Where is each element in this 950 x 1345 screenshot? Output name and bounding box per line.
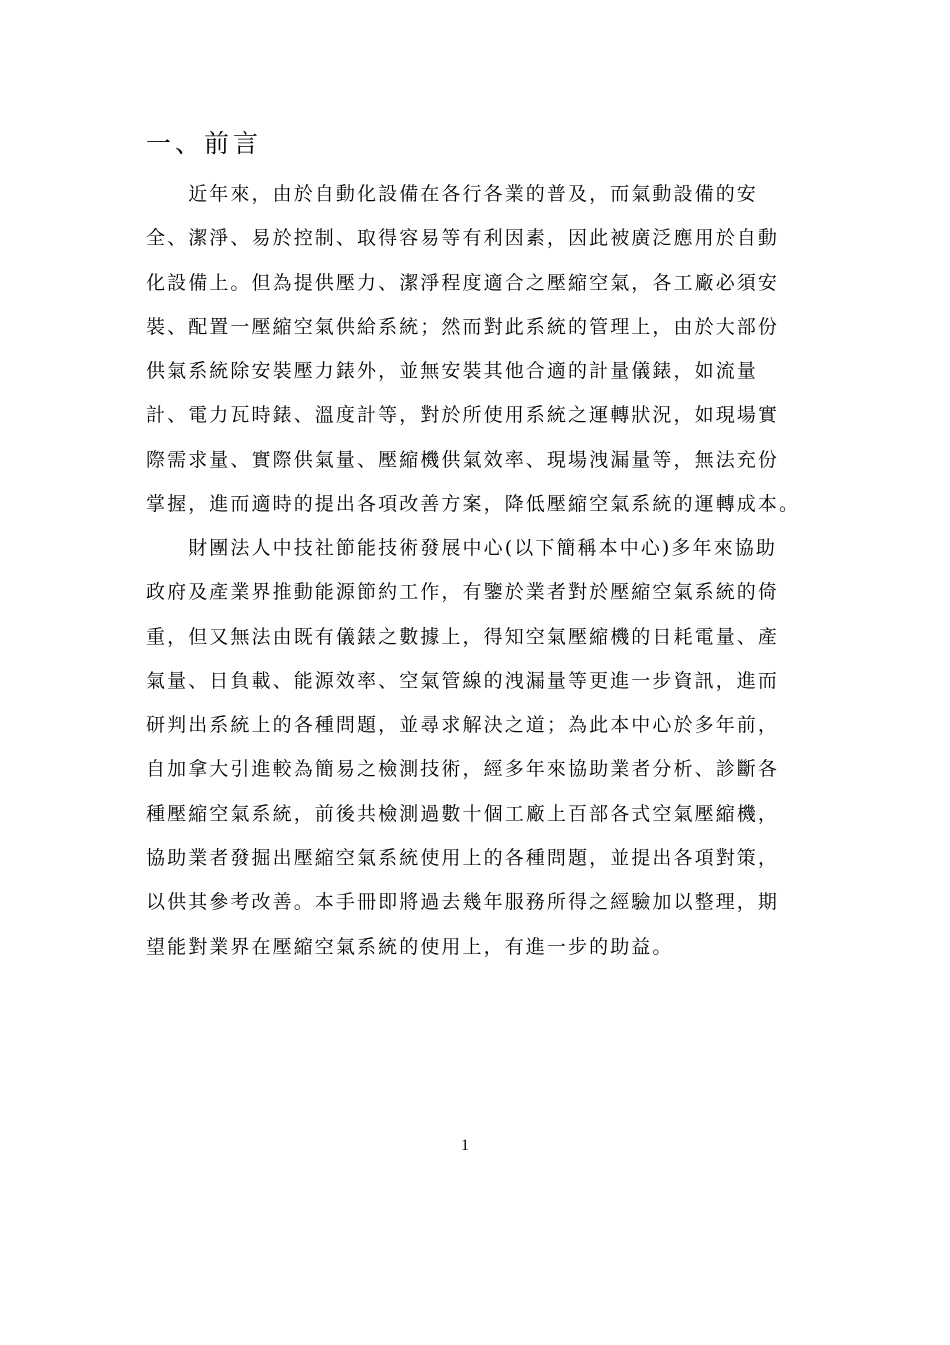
paragraph-1 — [146, 178, 806, 532]
paragraph-1-line: 際需求量、實際供氣量、壓縮機供氣效率、現場洩漏量等，無法充份 — [146, 448, 780, 471]
paragraph-2-line: 重，但又無法由既有儀錶之數據上，得知空氣壓縮機的日耗電量、產 — [146, 625, 780, 648]
paragraph-1-line: 全、潔淨、易於控制、取得容易等有利因素，因此被廣泛應用於自動 — [146, 227, 780, 250]
paragraph-2-line: 協助業者發掘出壓縮空氣系統使用上的各種問題，並提出各項對策， — [146, 847, 780, 870]
paragraph-1-line: 化設備上。但為提供壓力、潔淨程度適合之壓縮空氣，各工廠必須安 — [146, 271, 780, 294]
paragraph-2 — [146, 532, 806, 975]
paragraph-2-line: 自加拿大引進較為簡易之檢測技術，經多年來協助業者分析、診斷各 — [146, 758, 780, 781]
paragraph-2-line: 政府及產業界推動能源節約工作，有鑒於業者對於壓縮空氣系統的倚 — [146, 581, 780, 604]
paragraph-2-line: 財團法人中技社節能技術發展中心(以下簡稱本中心)多年來協助 — [146, 537, 777, 559]
paragraph-2-line: 以供其參考改善。本手冊即將過去幾年服務所得之經驗加以整理，期 — [146, 891, 780, 914]
paragraph-1-line: 近年來，由於自動化設備在各行各業的普及，而氣動設備的安 — [146, 183, 758, 205]
section-heading: 一、前言 — [146, 129, 263, 158]
paragraph-2-line: 研判出系統上的各種問題，並尋求解決之道；為此本中心於多年前， — [146, 714, 780, 737]
page-number: 1 — [461, 1137, 469, 1154]
paragraph-1-line: 計、電力瓦時錶、溫度計等，對於所使用系統之運轉狀況，如現場實 — [146, 404, 780, 427]
paragraph-2-line: 氣量、日負載、能源效率、空氣管線的洩漏量等更進一步資訊，進而 — [146, 669, 780, 692]
paragraph-1-line: 掌握，進而適時的提出各項改善方案，降低壓縮空氣系統的運轉成本。 — [146, 493, 801, 516]
paragraph-2-line: 望能對業界在壓縮空氣系統的使用上，有進一步的助益。 — [146, 935, 674, 958]
paragraph-1-line: 裝、配置一壓縮空氣供給系統；然而對此系統的管理上，由於大部份 — [146, 315, 780, 338]
paragraph-1-line: 供氣系統除安裝壓力錶外，並無安裝其他合適的計量儀錶，如流量 — [146, 360, 758, 383]
paragraph-2-line: 種壓縮空氣系統，前後共檢測過數十個工廠上百部各式空氣壓縮機， — [146, 802, 780, 825]
